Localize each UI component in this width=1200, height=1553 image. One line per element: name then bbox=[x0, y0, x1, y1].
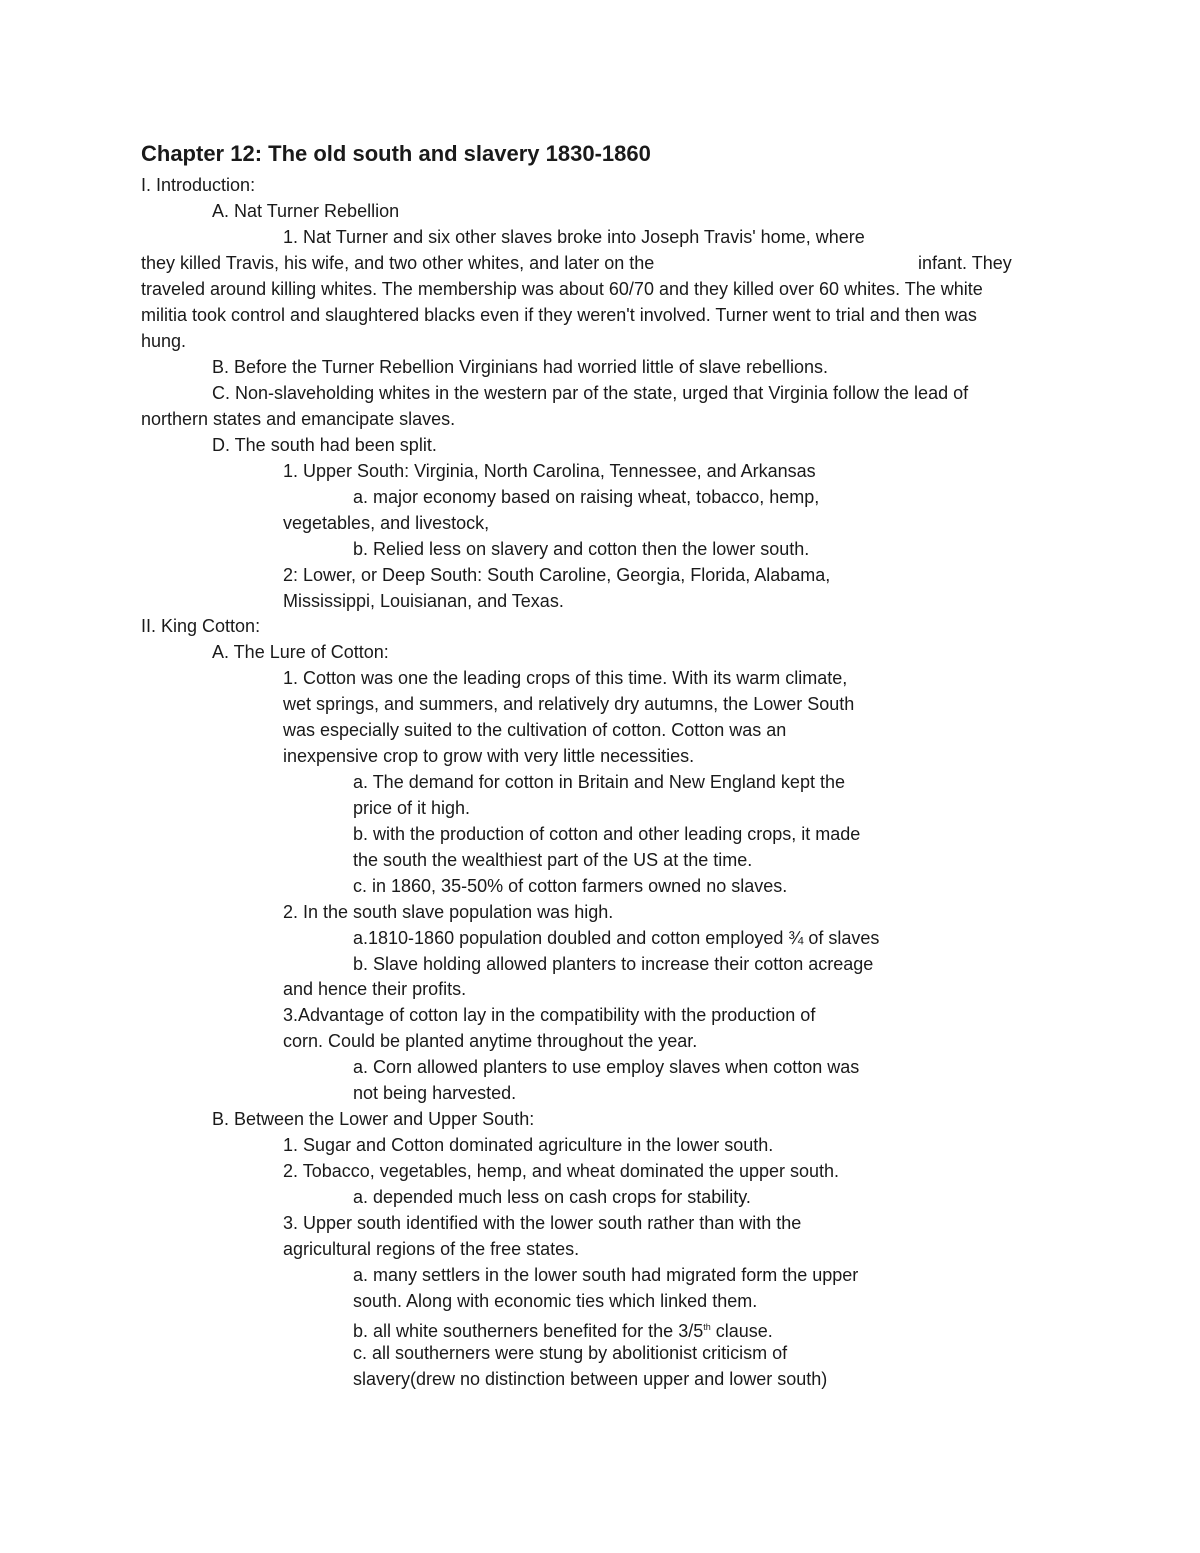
text-line bbox=[141, 615, 260, 637]
text-line bbox=[353, 823, 860, 845]
line-text: b. with the production of cotton and other leading crops, it made bbox=[353, 824, 861, 844]
line-text: C. Non-slaveholding whites in the western par of the state, urged that Virginia follow the lead of bbox=[212, 383, 969, 403]
text-line bbox=[353, 797, 470, 819]
text-line bbox=[353, 1264, 858, 1286]
line-text: hung. bbox=[141, 331, 187, 351]
text-line bbox=[283, 693, 854, 715]
text-line bbox=[353, 1056, 859, 1078]
text-line bbox=[283, 590, 564, 612]
line-text: II. King Cotton: bbox=[141, 616, 261, 636]
line-text: not being harvested. bbox=[353, 1083, 517, 1103]
line-text: a. many settlers in the lower south had migrated form the upper bbox=[353, 1265, 859, 1285]
text-line bbox=[283, 1004, 815, 1026]
line-text: inexpensive crop to grow with very little necessities. bbox=[283, 746, 695, 766]
text-line bbox=[283, 1134, 773, 1156]
line-text: A. The Lure of Cotton: bbox=[212, 642, 389, 662]
line-text: a. major economy based on raising wheat, tobacco, hemp, bbox=[353, 487, 820, 507]
line-text: 2. In the south slave population was high. bbox=[283, 902, 614, 922]
text-line bbox=[212, 382, 968, 404]
line-text: and hence their profits. bbox=[283, 979, 467, 999]
line-text: b. Relied less on slavery and cotton then the lower south. bbox=[353, 539, 810, 559]
line-text: I. Introduction: bbox=[141, 175, 256, 195]
text-line bbox=[141, 278, 983, 300]
line-text: a. depended much less on cash crops for stability. bbox=[353, 1187, 751, 1207]
text-line bbox=[283, 745, 694, 767]
line-text: c. in 1860, 35-50% of cotton farmers owned no slaves. bbox=[353, 876, 788, 896]
text-line bbox=[918, 252, 1012, 274]
text-line bbox=[353, 1082, 516, 1104]
page-title: Chapter 12: The old south and slavery 1830-1860 bbox=[141, 141, 651, 166]
line-text: south. Along with economic ties which linked them. bbox=[353, 1291, 758, 1311]
line-text: 1. Cotton was one the leading crops of this time. With its warm climate, bbox=[283, 668, 848, 688]
line-text: northern states and emancipate slaves. bbox=[141, 409, 456, 429]
line-text: 1. Sugar and Cotton dominated agriculture in the lower south. bbox=[283, 1135, 774, 1155]
line-text: was especially suited to the cultivation of cotton. Cotton was an bbox=[283, 720, 787, 740]
line-text: 3.Advantage of cotton lay in the compatibility with the production of bbox=[283, 1005, 816, 1025]
text-line bbox=[141, 330, 186, 352]
line-text: Mississippi, Louisianan, and Texas. bbox=[283, 591, 564, 611]
text-line bbox=[283, 901, 613, 923]
text-line bbox=[353, 875, 787, 897]
line-text: b. all white southerners benefited for the 3/5 bbox=[353, 1321, 704, 1341]
text-line bbox=[283, 667, 847, 689]
text-line bbox=[283, 1238, 579, 1260]
text-line bbox=[141, 408, 455, 430]
text-line bbox=[353, 486, 819, 508]
line-text: a. Corn allowed planters to use employ slaves when cotton was bbox=[353, 1057, 860, 1077]
text-line bbox=[353, 1186, 751, 1208]
line-text: a. The demand for cotton in Britain and New England kept the bbox=[353, 772, 845, 792]
text-line bbox=[353, 849, 752, 871]
line-text: A. Nat Turner Rebellion bbox=[212, 201, 400, 221]
line-text: 3. Upper south identified with the lower south rather than with the bbox=[283, 1213, 802, 1233]
line-text: b. Slave holding allowed planters to increase their cotton acreage bbox=[353, 954, 874, 974]
line-text-after: clause. bbox=[710, 1321, 773, 1341]
text-line bbox=[353, 1342, 787, 1364]
line-text: B. Between the Lower and Upper South: bbox=[212, 1109, 535, 1129]
text-line bbox=[212, 641, 389, 663]
superscript: th bbox=[703, 1322, 711, 1332]
text-line bbox=[283, 512, 489, 534]
text-line bbox=[283, 226, 865, 248]
text-line bbox=[283, 978, 466, 1000]
line-text: vegetables, and livestock, bbox=[283, 513, 490, 533]
text-line bbox=[212, 200, 399, 222]
line-text: 1. Nat Turner and six other slaves broke into Joseph Travis' home, where bbox=[283, 227, 865, 247]
text-line bbox=[212, 356, 828, 378]
text-line bbox=[283, 1160, 839, 1182]
text-line bbox=[353, 1290, 757, 1312]
text-line bbox=[353, 538, 809, 560]
line-text: 2: Lower, or Deep South: South Caroline, Georgia, Florida, Alabama, bbox=[283, 565, 831, 585]
line-text: slavery(drew no distinction between upper and lower south) bbox=[353, 1369, 828, 1389]
line-text: price of it high. bbox=[353, 798, 471, 818]
text-line bbox=[353, 927, 879, 949]
line-text: they killed Travis, his wife, and two other whites, and later on the bbox=[141, 253, 655, 273]
text-line bbox=[353, 771, 845, 793]
line-text: corn. Could be planted anytime throughout the year. bbox=[283, 1031, 698, 1051]
line-text: traveled around killing whites. The membership was about 60/70 and they killed over 60 whites. The white bbox=[141, 279, 983, 299]
text-line bbox=[283, 719, 786, 741]
text-line bbox=[141, 174, 255, 196]
line-text: 2. Tobacco, vegetables, hemp, and wheat dominated the upper south. bbox=[283, 1161, 840, 1181]
text-line bbox=[212, 1108, 534, 1130]
line-text: a.1810-1860 population doubled and cotton employed ¾ of slaves bbox=[353, 928, 880, 948]
line-text: 1. Upper South: Virginia, North Carolina, Tennessee, and Arkansas bbox=[283, 461, 816, 481]
text-line bbox=[353, 1368, 827, 1390]
text-line bbox=[353, 953, 873, 975]
line-text: wet springs, and summers, and relatively dry autumns, the Lower South bbox=[283, 694, 855, 714]
line-text: c. all southerners were stung by abolitionist criticism of bbox=[353, 1343, 788, 1363]
line-text: infant. They bbox=[918, 253, 1012, 273]
line-text: B. Before the Turner Rebellion Virginians had worried little of slave rebellions. bbox=[212, 357, 828, 377]
text-line bbox=[353, 1316, 773, 1342]
text-line bbox=[283, 460, 816, 482]
line-text: agricultural regions of the free states. bbox=[283, 1239, 580, 1259]
line-text: D. The south had been split. bbox=[212, 435, 437, 455]
text-line bbox=[283, 1212, 801, 1234]
text-line bbox=[212, 434, 437, 456]
text-line bbox=[283, 1030, 697, 1052]
text-line bbox=[141, 252, 654, 274]
text-line bbox=[141, 304, 977, 326]
line-text: militia took control and slaughtered blacks even if they weren't involved. Turner went to trial and then was bbox=[141, 305, 977, 325]
text-line bbox=[283, 564, 830, 586]
line-text: the south the wealthiest part of the US at the time. bbox=[353, 850, 753, 870]
